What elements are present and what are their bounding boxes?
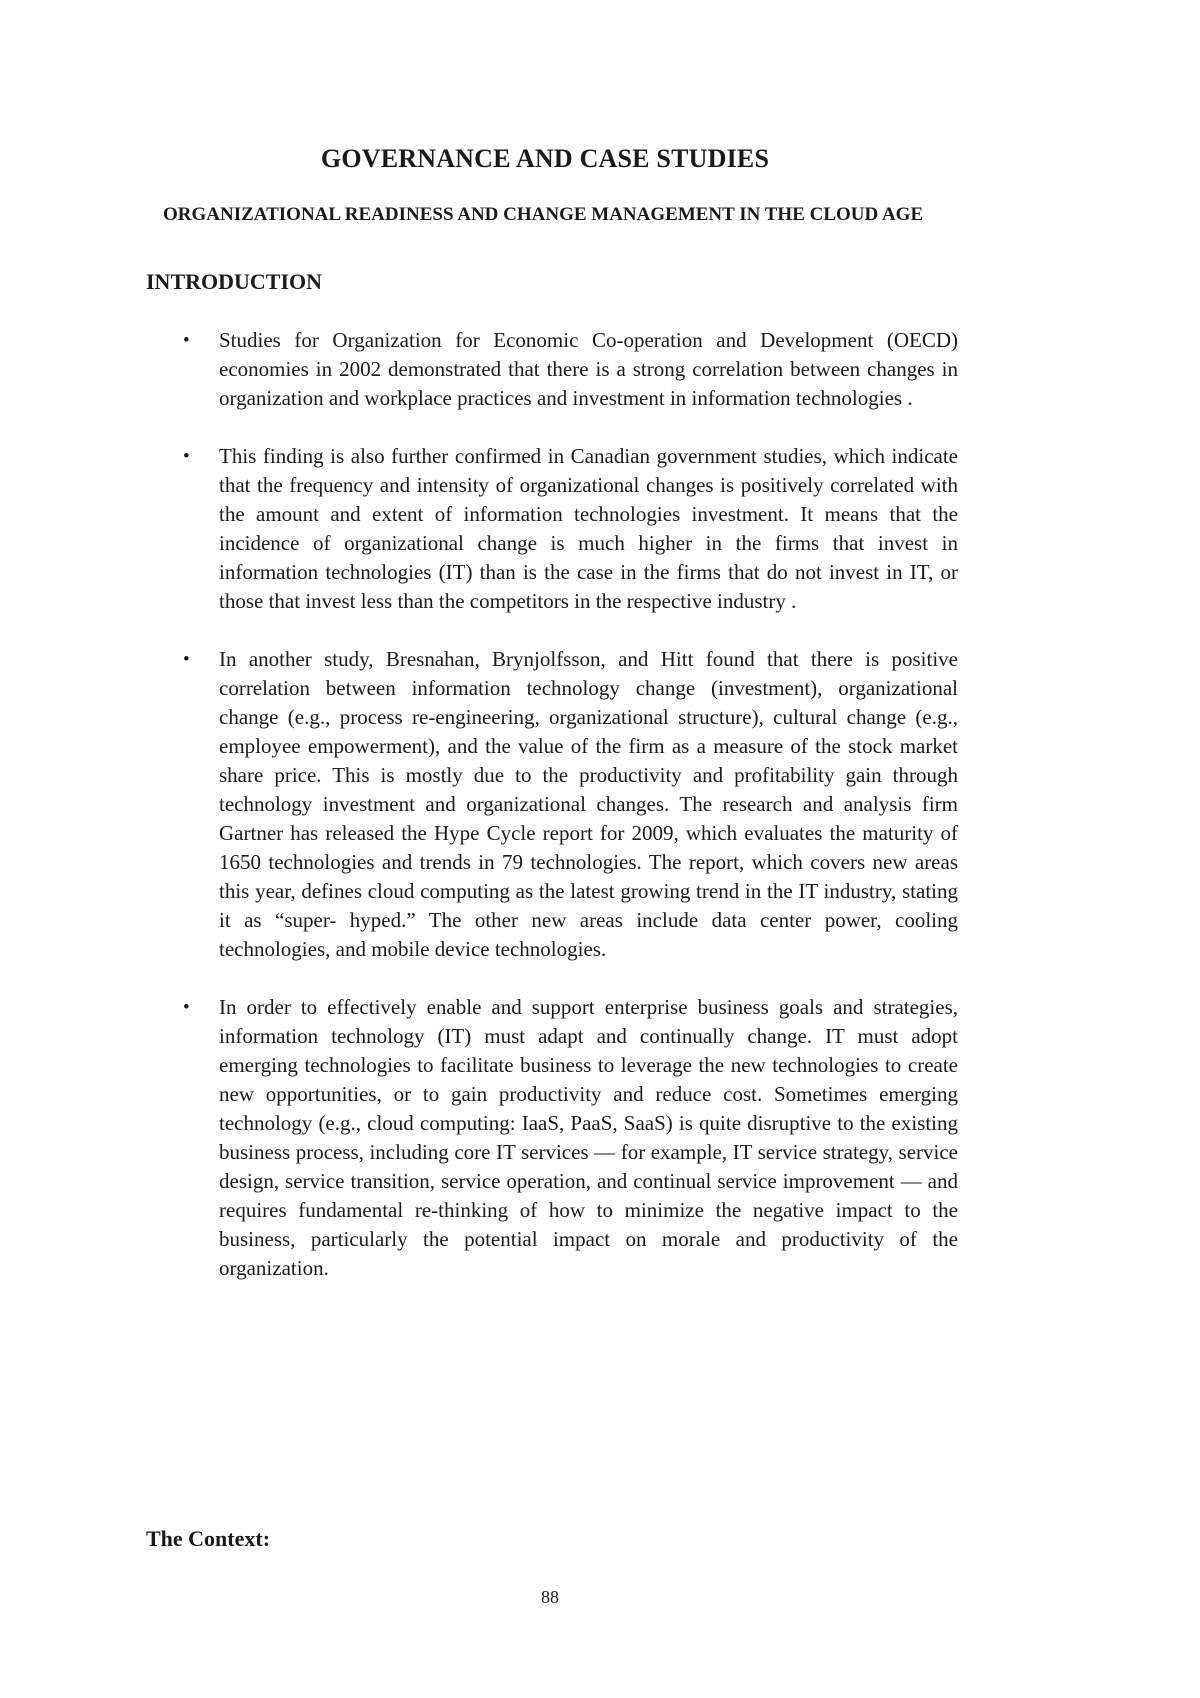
bullet-icon: •	[183, 330, 190, 351]
bullet-item-it-adaptation	[146, 993, 958, 1283]
page-number: 88	[541, 1587, 559, 1607]
bullet-text: This finding is also further confirmed in Canadian government studies, which indicate that the frequency and intensity of organizational changes is positively correlated with the amount and extent of information technologies investment. It means that the incidence of organizational change is much higher in the firms that invest in information technologies (IT) than is the case in the firms that do not invest in IT, or those that invest less than the competitors in the respective industry .	[219, 444, 958, 613]
bullet-icon: •	[183, 997, 190, 1018]
bullet-item-oecd	[146, 326, 958, 413]
introduction-bullet-list	[146, 326, 958, 1312]
bullet-item-bresnahan-study	[146, 645, 958, 964]
bullet-text: In another study, Bresnahan, Brynjolfsson, and Hitt found that there is positive correlation between information technology change (investment), organizational change (e.g., process re-engineering, organizational structure), cultural change (e.g., employee empowerment), and the value of the firm as a measure of the stock market share price. This is mostly due to the productivity and profitability gain through technology investment and organizational changes. The research and analysis firm Gartner has released the Hype Cycle report for 2009, which evaluates the maturity of 1650 technologies and trends in 79 technologies. The report, which covers new areas this year, defines cloud computing as the latest growing trend in the IT industry, stating it as “super- hyped.” The other new areas include data center power, cooling technologies, and mobile device technologies.	[219, 647, 958, 961]
bullet-item-canadian-studies	[146, 442, 958, 616]
bullet-text: Studies for Organization for Economic Co-operation and Development (OECD) economies in 2002 demonstrated that there is a strong correlation between changes in organization and workplace practices and investment in information technologies .	[219, 328, 958, 410]
bullet-text: In order to effectively enable and support enterprise business goals and strategies, information technology (IT) must adapt and continually change. IT must adopt emerging technologies to facilitate business to leverage the new technologies to create new opportunities, or to gain productivity and reduce cost. Sometimes emerging technology (e.g., cloud computing: IaaS, PaaS, SaaS) is quite disruptive to the existing business process, including core IT services — for example, IT service strategy, service design, service transition, service operation, and continual service improvement — and requires fundamental re-thinking of how to minimize the negative impact to the business, particularly the potential impact on morale and productivity of the organization.	[219, 995, 958, 1280]
chapter-subtitle: ORGANIZATIONAL READINESS AND CHANGE MANAGEMENT IN THE CLOUD AGE	[163, 204, 924, 225]
page-title: GOVERNANCE AND CASE STUDIES	[320, 144, 770, 173]
introduction-heading: INTRODUCTION	[146, 269, 323, 294]
bullet-icon: •	[183, 446, 190, 467]
bullet-icon: •	[183, 649, 190, 670]
context-heading: The Context:	[146, 1526, 271, 1551]
